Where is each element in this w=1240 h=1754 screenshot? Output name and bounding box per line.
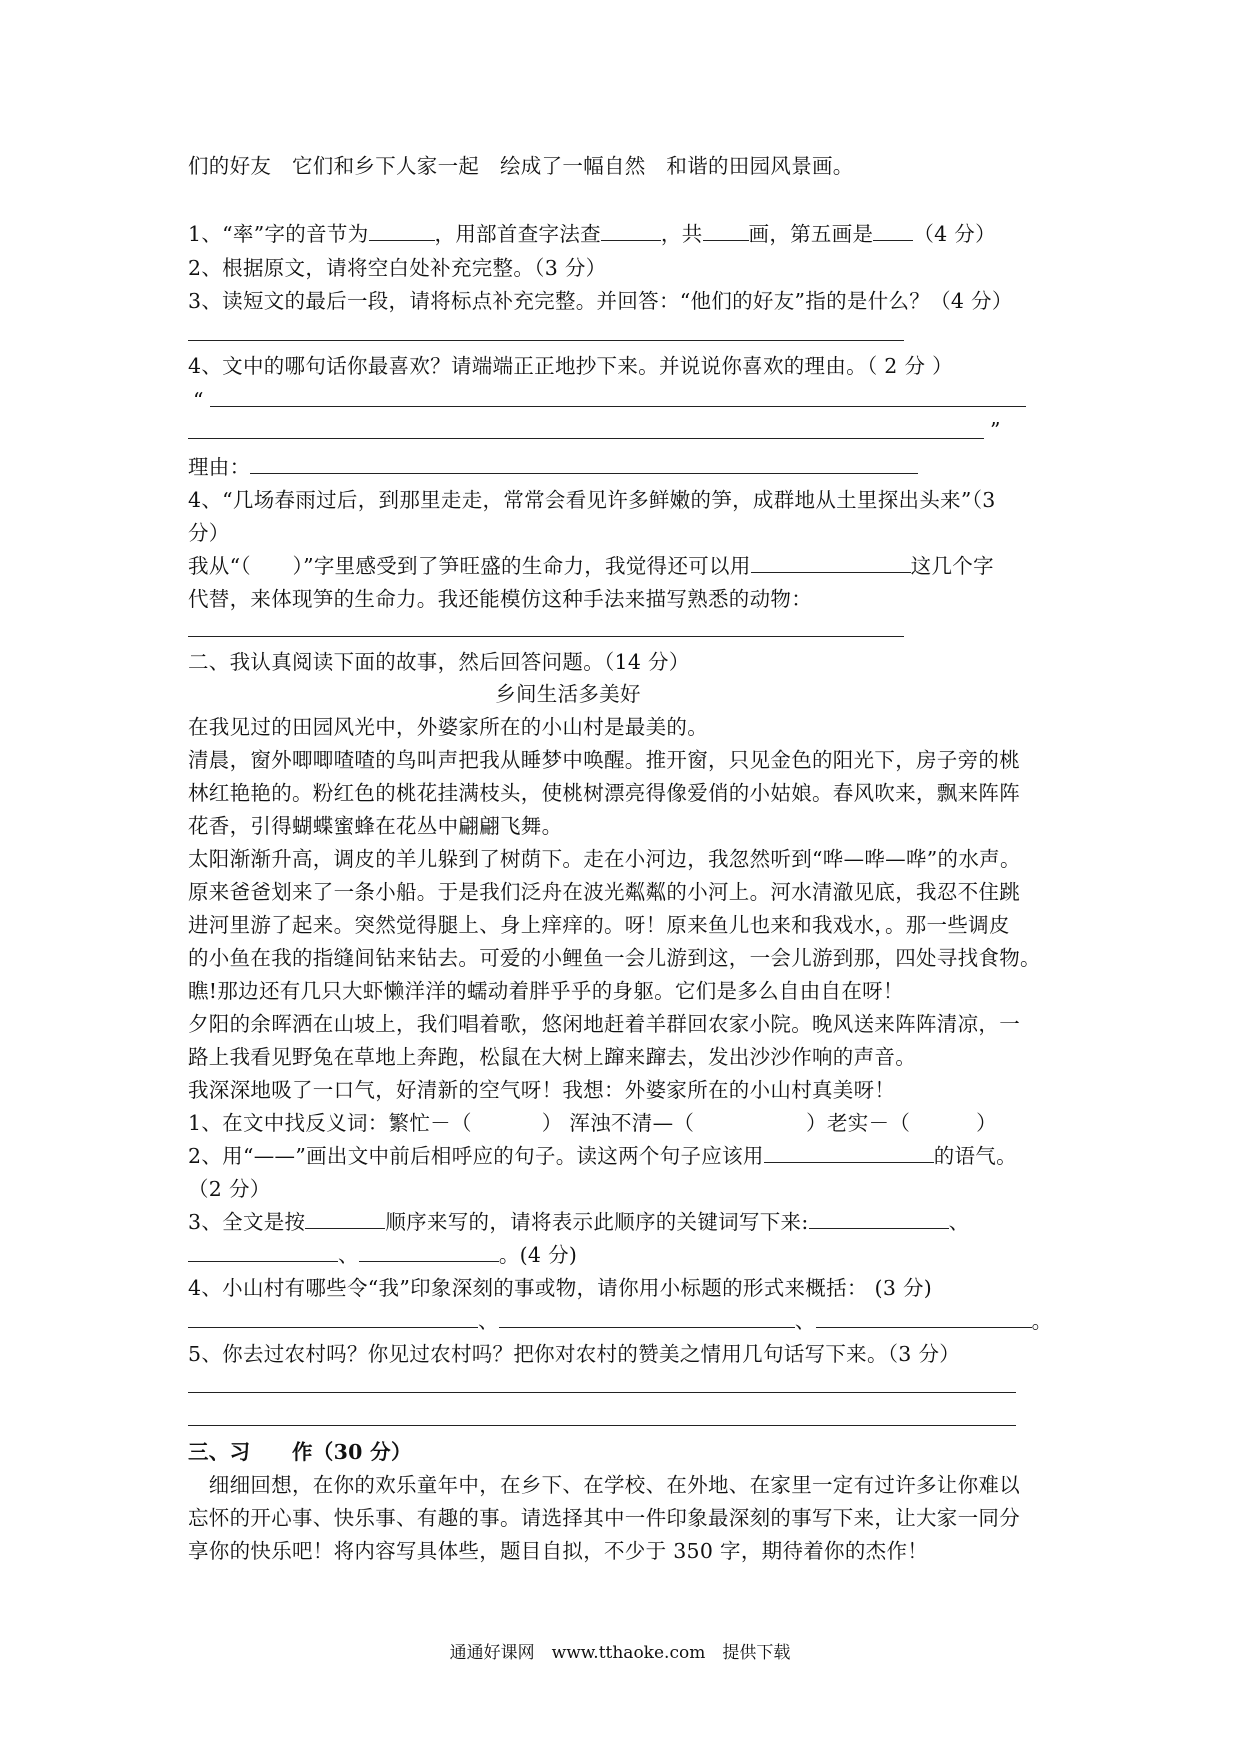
question-2-2-score: （2 分）: [188, 1177, 271, 1201]
story-paragraph: 进河里游了起来。突然觉得腿上、身上痒痒的。呀！原来鱼儿也来和我戏水，。那一些调皮: [188, 913, 1010, 937]
story-paragraph: 的小鱼在我的指缝间钻来钻去。可爱的小鲤鱼一会儿游到这，一会儿游到那，四处寻找食物。: [188, 946, 1041, 970]
page-footer: 通通好课网 www.tthaoke.com 提供下载: [449, 1643, 791, 1663]
answer-line[interactable]: [188, 1425, 1016, 1426]
story-paragraph: 夕阳的余晖洒在山坡上，我们唱着歌，悠闲地赶着羊群回农家小院。晚风送来阵阵清凉，一: [188, 1012, 1020, 1036]
answer-blank[interactable]: [873, 220, 913, 241]
question-2-4-answers: 、 、 。: [188, 1305, 1068, 1337]
question-1-5-line2: 分）: [188, 521, 230, 545]
section-3-heading: 三、习 作（30 分）: [188, 1440, 412, 1464]
answer-line[interactable]: [188, 340, 904, 341]
answer-line[interactable]: [188, 1392, 1016, 1393]
story-title: 乡间生活多美好: [495, 682, 641, 706]
answer-blank[interactable]: [188, 1307, 478, 1328]
question-1-4: 4、文中的哪句话你最喜欢？请端端正正地抄下来。并说说你喜欢的理由。（ 2 分 ）: [188, 354, 953, 378]
story-paragraph: 我深深地吸了一口气，好清新的空气呀！我想：外婆家所在的小山村真美呀！: [188, 1078, 896, 1102]
question-2-3: 3、全文是按 顺序来写的，请将表示此顺序的关键词写下来: 、: [188, 1210, 970, 1234]
story-paragraph: 路上我看见野兔在草地上奔跑，松鼠在大树上蹿来蹿去，发出沙沙作响的声音。: [188, 1045, 916, 1069]
open-quote: “: [193, 388, 204, 412]
answer-blank[interactable]: [816, 1307, 1032, 1328]
answer-blank[interactable]: [601, 220, 661, 241]
answer-blank[interactable]: [188, 1241, 338, 1262]
answer-blank[interactable]: [499, 1307, 795, 1328]
question-2-4: 4、小山村有哪些令“我”印象深刻的事或物，请你用小标题的形式来概括： (3 分): [188, 1276, 933, 1300]
passage-end-text: 们的好友 它们和乡下人家一起 绘成了一幅自然 和谐的田园风景画。: [188, 154, 854, 178]
reason-label: 理由：: [188, 451, 1068, 483]
answer-blank[interactable]: [359, 1241, 499, 1262]
question-1-5-line1: 4、“几场春雨过后，到那里走走，常常会看见许多鲜嫩的笋，成群地从土里探出头来”（3: [188, 488, 996, 512]
question-1-2: 2、根据原文，请将空白处补充完整。（3 分）: [188, 256, 607, 280]
story-paragraph: 花香，引得蝴蝶蜜蜂在花丛中翩翩飞舞。: [188, 814, 563, 838]
reason-blank[interactable]: [250, 453, 918, 474]
answer-blank[interactable]: [703, 220, 749, 241]
question-2-2: 2、用“——”画出文中前后相呼应的句子。读这两个句子应该用 的语气。: [188, 1144, 1017, 1168]
story-paragraph: 瞧!那边还有几只大虾懒洋洋的蠕动着胖乎乎的身躯。它们是多么自由自在呀！: [188, 979, 904, 1003]
answer-line[interactable]: [188, 636, 904, 637]
question-1-5-line3: 我从“（ ）”字里感受到了笋旺盛的生命力，我觉得还可以用 这几个字: [188, 554, 994, 578]
close-quote: ”: [990, 418, 1001, 442]
composition-prompt: 细细回想，在你的欢乐童年中，在乡下、在学校、在外地、在家里一定有过许多让你难以: [188, 1473, 1020, 1497]
answer-blank[interactable]: [809, 1208, 949, 1229]
answer-blank[interactable]: [305, 1208, 385, 1229]
composition-prompt: 享你的快乐吧！将内容写具体些，题目自拟，不少于 350 字，期待着你的杰作！: [188, 1539, 929, 1563]
story-paragraph: 林红艳艳的。粉红色的桃花挂满枝头，使桃树漂亮得像爱俏的小姑娘。春风吹来，飘来阵阵: [188, 781, 1020, 805]
composition-prompt: 忘怀的开心事、快乐事、有趣的事。请选择其中一件印象最深刻的事写下来，让大家一同分: [188, 1506, 1020, 1530]
story-paragraph: 清晨，窗外唧唧喳喳的鸟叫声把我从睡梦中唤醒。推开窗，只见金色的阳光下，房子旁的桃: [188, 748, 1020, 772]
story-paragraph: 太阳渐渐升高，调皮的羊儿躲到了树荫下。走在小河边，我忽然听到“哗—哗—哗”的水声。: [188, 847, 1021, 871]
answer-blank[interactable]: [751, 552, 911, 573]
answer-line[interactable]: [188, 438, 984, 439]
question-1-5-line4: 代替，来体现笋的生命力。我还能模仿这种手法来描写熟悉的动物：: [188, 587, 812, 611]
section-2-heading: 二、我认真阅读下面的故事，然后回答问题。（14 分）: [188, 650, 690, 674]
story-paragraph: 在我见过的田园风光中，外婆家所在的小山村是最美的。: [188, 715, 708, 739]
question-2-3-cont: 、 。(4 分): [188, 1239, 1068, 1271]
story-paragraph: 原来爸爸划来了一条小船。于是我们泛舟在波光粼粼的小河上。河水清澈见底，我忍不住跳: [188, 880, 1020, 904]
question-1-3: 3、读短文的最后一段，请将标点补充完整。并回答：“他们的好友”指的是什么？（4 分）: [188, 289, 1013, 313]
question-2-1: 1、在文中找反义词：繁忙－（ ） 浑浊不清—（ ）老实－（ ）: [188, 1111, 997, 1135]
question-2-5: 5、你去过农村吗？你见过农村吗？把你对农村的赞美之情用几句话写下来。（3 分）: [188, 1342, 961, 1366]
answer-line[interactable]: [210, 406, 1026, 407]
answer-blank[interactable]: [369, 220, 435, 241]
answer-blank[interactable]: [764, 1142, 934, 1163]
question-1-1: 1、“率”字的音节为 ，用部首查字法查 ，共 画，第五画是 （4 分）: [188, 222, 996, 246]
